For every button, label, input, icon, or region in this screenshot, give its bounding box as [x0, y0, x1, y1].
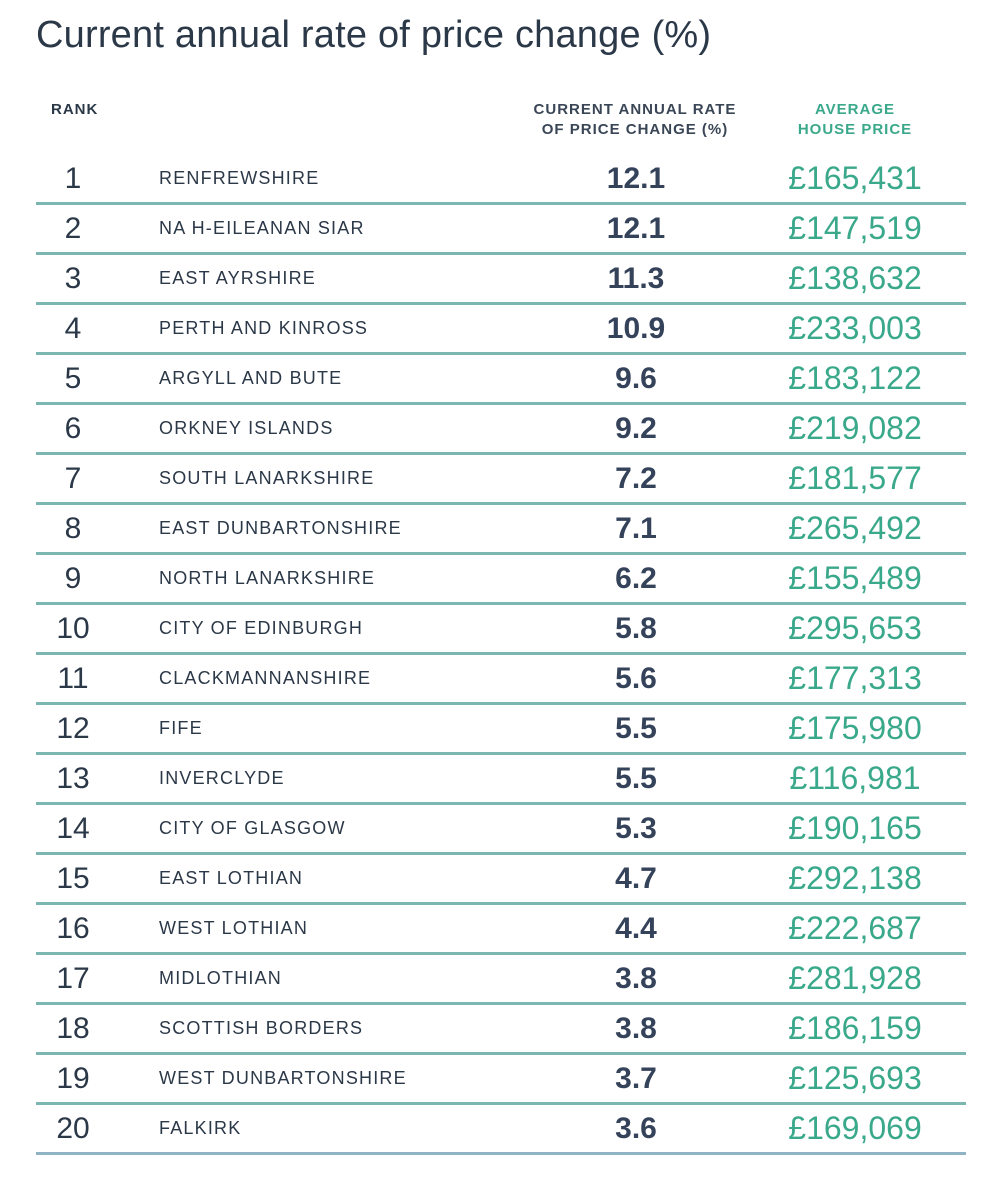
- average-price-cell: £219,082: [788, 410, 922, 446]
- average-price-cell: £116,981: [789, 760, 921, 796]
- average-price-cell: £125,693: [788, 1060, 922, 1096]
- area-name-cell: ARGYLL AND BUTE: [159, 368, 343, 388]
- rank-cell: 12: [56, 712, 90, 745]
- rate-value-cell: 7.2: [615, 462, 657, 495]
- rate-value-cell: 12.1: [606, 162, 666, 195]
- table-row: [36, 1055, 966, 1105]
- rank-cell: 9: [64, 562, 82, 595]
- area-name-cell: WEST DUNBARTONSHIRE: [159, 1068, 407, 1088]
- rank-cell: 2: [64, 212, 82, 245]
- table-row: [36, 305, 966, 355]
- table-row: [36, 255, 966, 305]
- area-name-cell: FALKIRK: [159, 1118, 242, 1138]
- rank-cell: 13: [56, 762, 90, 795]
- area-name-cell: FIFE: [159, 718, 203, 738]
- area-name-cell: MIDLOTHIAN: [159, 968, 283, 988]
- rate-value-cell: 5.3: [615, 812, 657, 845]
- area-name-cell: ORKNEY ISLANDS: [159, 418, 334, 438]
- table-row: [36, 905, 966, 955]
- rate-value-cell: 5.6: [615, 662, 657, 695]
- price-change-table: [36, 155, 966, 1155]
- area-name-cell: RENFREWSHIRE: [159, 168, 320, 188]
- table-row: [36, 855, 966, 905]
- rank-cell: 3: [64, 262, 82, 295]
- rate-value-cell: 5.5: [615, 712, 657, 745]
- table-row: [36, 605, 966, 655]
- average-price-cell: £265,492: [788, 510, 922, 546]
- area-name-cell: PERTH AND KINROSS: [159, 318, 369, 338]
- rate-value-cell: 6.2: [615, 562, 657, 595]
- table-row: [36, 805, 966, 855]
- average-price-cell: £295,653: [788, 610, 922, 646]
- average-price-cell: £183,122: [788, 360, 922, 396]
- average-price-cell: £233,003: [788, 310, 922, 346]
- chart-title: Current annual rate of price change (%): [36, 14, 712, 56]
- rate-value-cell: 9.2: [615, 412, 657, 445]
- average-price-cell: £190,165: [788, 810, 922, 846]
- average-price-cell: £175,980: [788, 710, 922, 746]
- rate-value-cell: 9.6: [615, 362, 657, 395]
- rank-cell: 8: [64, 512, 82, 545]
- rank-cell: 14: [56, 812, 90, 845]
- rate-value-cell: 7.1: [615, 512, 657, 545]
- rate-value-cell: 4.7: [615, 862, 657, 895]
- area-name-cell: CLACKMANNANSHIRE: [159, 668, 372, 688]
- average-price-cell: £186,159: [788, 1010, 922, 1046]
- area-name-cell: WEST LOTHIAN: [159, 918, 309, 938]
- average-price-cell: £222,687: [788, 910, 922, 946]
- rank-cell: 5: [64, 362, 82, 395]
- table-row: [36, 705, 966, 755]
- area-name-cell: CITY OF EDINBURGH: [159, 618, 364, 638]
- rank-cell: 6: [64, 412, 82, 445]
- average-price-cell: £165,431: [788, 160, 922, 196]
- rate-value-cell: 3.8: [615, 1012, 657, 1045]
- average-price-cell: £155,489: [788, 560, 922, 596]
- rank-cell: 15: [56, 862, 90, 895]
- rate-value-cell: 3.8: [615, 962, 657, 995]
- price-column-header: AVERAGE HOUSE PRICE: [797, 101, 913, 138]
- table-row: [36, 405, 966, 455]
- table-row: [36, 455, 966, 505]
- average-price-cell: £138,632: [788, 260, 922, 296]
- rate-value-cell: 10.9: [606, 312, 666, 345]
- area-name-cell: SOUTH LANARKSHIRE: [159, 468, 375, 488]
- area-name-cell: NA H-EILEANAN SIAR: [159, 218, 365, 238]
- average-price-cell: £292,138: [788, 860, 922, 896]
- table-row: [36, 505, 966, 555]
- average-price-cell: £177,313: [788, 660, 922, 696]
- table-row: [36, 355, 966, 405]
- area-name-cell: CITY OF GLASGOW: [159, 818, 346, 838]
- rank-cell: 19: [56, 1062, 90, 1095]
- rate-column-header: CURRENT ANNUAL RATE OF PRICE CHANGE (%): [533, 101, 737, 138]
- rate-value-cell: 3.7: [615, 1062, 657, 1095]
- rank-cell: 1: [64, 162, 82, 195]
- table-row: [36, 555, 966, 605]
- average-price-cell: £181,577: [788, 460, 922, 496]
- average-price-cell: £147,519: [788, 210, 922, 246]
- table-row: [36, 155, 966, 205]
- table-row: [36, 205, 966, 255]
- table-row: [36, 955, 966, 1005]
- area-name-cell: INVERCLYDE: [159, 768, 285, 788]
- table-row: [36, 755, 966, 805]
- table-row: [36, 1105, 966, 1155]
- average-price-cell: £281,928: [788, 960, 922, 996]
- rank-cell: 20: [56, 1112, 90, 1145]
- rate-value-cell: 5.5: [615, 762, 657, 795]
- rate-value-cell: 4.4: [615, 912, 657, 945]
- area-name-cell: SCOTTISH BORDERS: [159, 1018, 364, 1038]
- rank-cell: 16: [56, 912, 90, 945]
- rate-value-cell: 11.3: [607, 262, 665, 295]
- average-price-cell: £169,069: [788, 1110, 922, 1146]
- rate-value-cell: 12.1: [606, 212, 666, 245]
- table-row: [36, 1005, 966, 1055]
- rank-cell: 7: [64, 462, 82, 495]
- rank-cell: 17: [56, 962, 90, 995]
- area-name-cell: NORTH LANARKSHIRE: [159, 568, 376, 588]
- rank-cell: 10: [56, 612, 90, 645]
- rate-value-cell: 5.8: [615, 612, 657, 645]
- rank-cell: 18: [56, 1012, 90, 1045]
- table-row: [36, 655, 966, 705]
- rank-cell: 4: [64, 312, 82, 345]
- rank-column-header: RANK: [51, 101, 99, 118]
- area-name-cell: EAST AYRSHIRE: [159, 268, 316, 288]
- area-name-cell: EAST LOTHIAN: [159, 868, 304, 888]
- rank-cell: 11: [57, 662, 89, 695]
- rate-value-cell: 3.6: [615, 1112, 657, 1145]
- area-name-cell: EAST DUNBARTONSHIRE: [159, 518, 402, 538]
